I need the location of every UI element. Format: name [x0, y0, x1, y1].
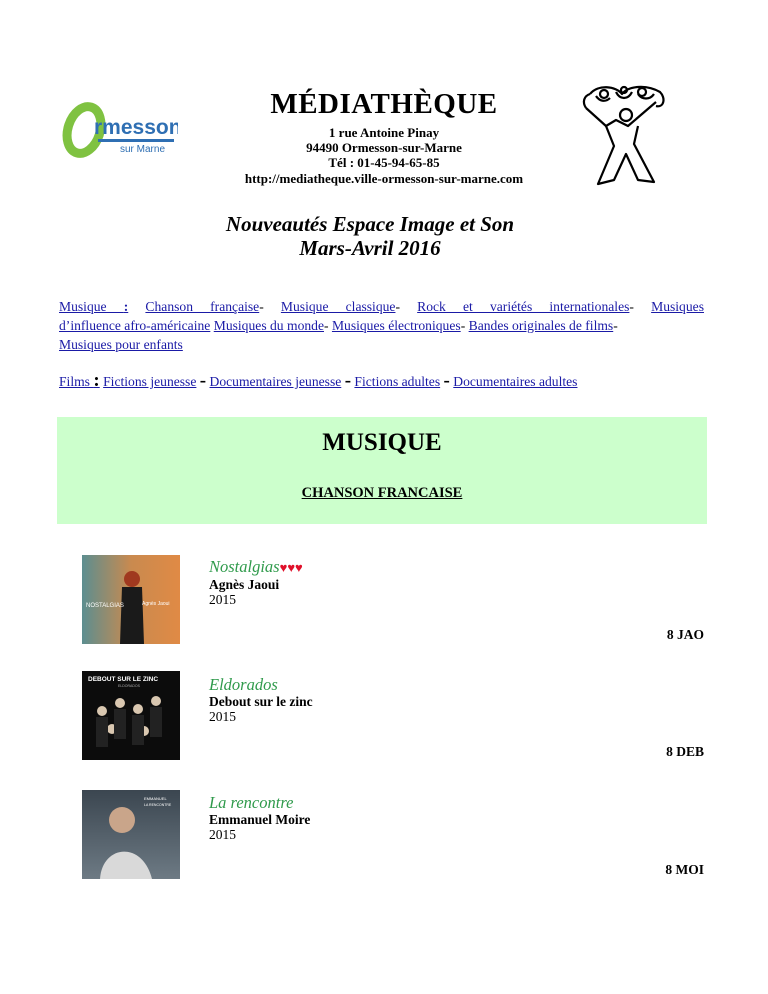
link-fictions-jeunesse[interactable]: Fictions jeunesse: [103, 374, 197, 389]
logo-subtext: sur Marne: [120, 144, 166, 155]
logo-wordmark: rmesson: [94, 116, 178, 139]
link-afro-americaine[interactable]: d’influence afro-américaine: [59, 318, 211, 333]
album-title: Nostalgias♥♥♥: [209, 557, 303, 576]
album-cover-nostalgias[interactable]: [82, 555, 180, 644]
album-artist: Emmanuel Moire: [209, 812, 311, 827]
music-categories-nav: Musique : Chanson française- Musique classique- Rock et variétés internationales- Musiques d’influence afro-américaine Musiques du monde- Musiques électroniques- Bandes originales de films- Musiques pour enfants: [59, 299, 704, 352]
link-chanson-francaise[interactable]: Chanson française: [145, 299, 260, 314]
address-city: 94490 Ormesson-sur-Marne: [306, 140, 462, 155]
subtitle-line-2: Mars-Avril 2016: [299, 236, 441, 260]
svg-text:EMMANUEL: EMMANUEL: [144, 796, 167, 801]
svg-text:NOSTALGIAS: NOSTALGIAS: [86, 603, 124, 609]
link-fictions-adultes[interactable]: Fictions adultes: [354, 374, 441, 389]
website-url: http://mediatheque.ville-ormesson-sur-marne.com: [244, 171, 524, 186]
album-year: 2015: [209, 709, 236, 724]
heart-rating: ♥♥♥: [279, 560, 303, 575]
link-documentaires-jeunesse[interactable]: Documentaires jeunesse: [209, 374, 342, 389]
music-section-banner: [57, 417, 707, 524]
link-bandes-originales[interactable]: Bandes originales de films: [468, 318, 614, 333]
link-musiques-du-monde[interactable]: Musiques du monde: [213, 318, 324, 333]
link-musiques-electroniques[interactable]: Musiques électroniques: [331, 318, 461, 333]
music-label-link[interactable]: Musique :: [59, 299, 129, 314]
section-subtitle: CHANSON FRANCAISE: [301, 485, 463, 501]
album-artist: Agnès Jaoui: [209, 577, 280, 592]
album-cover-la-rencontre[interactable]: [82, 790, 180, 879]
link-rock-varietes[interactable]: Rock et variétés internationales: [417, 299, 630, 314]
subtitle-line-1: Nouveautés Espace Image et Son: [225, 212, 515, 236]
link-musique-classique[interactable]: Musique classique: [280, 299, 396, 314]
shelf-code: 8 JAO: [666, 627, 704, 642]
films-label-link[interactable]: Films :: [59, 370, 100, 391]
svg-text:DEBOUT SUR LE ZINC: DEBOUT SUR LE ZINC: [88, 676, 159, 683]
album-artist: Debout sur le zinc: [209, 694, 313, 709]
films-categories-nav: Films : Fictions jeunesse - Documentaires jeunesse - Fictions adultes - Documentaires adultes: [59, 370, 578, 391]
link-documentaires-adultes[interactable]: Documentaires adultes: [453, 374, 578, 389]
shelf-code: 8 MOI: [665, 862, 704, 877]
link-musiques-word[interactable]: Musiques: [651, 299, 704, 314]
album-title: Eldorados: [209, 675, 278, 694]
section-title: MUSIQUE: [322, 429, 442, 456]
page-title: MÉDIATHÈQUE: [270, 88, 498, 120]
album-cover-eldorados[interactable]: [82, 671, 180, 760]
album-title: La rencontre: [209, 793, 294, 812]
svg-text:LA RENCONTRE: LA RENCONTRE: [144, 803, 172, 807]
phone-number: Tél : 01-45-94-65-85: [328, 155, 440, 170]
address-street: 1 rue Antoine Pinay: [328, 125, 440, 140]
link-musiques-enfants[interactable]: Musiques pour enfants: [59, 337, 183, 352]
shelf-code: 8 DEB: [666, 744, 704, 759]
album-year: 2015: [209, 592, 236, 607]
svg-text:Agnès Jaoui: Agnès Jaoui: [142, 601, 170, 607]
svg-text:ELDORADOS: ELDORADOS: [118, 684, 140, 688]
album-year: 2015: [209, 827, 236, 842]
